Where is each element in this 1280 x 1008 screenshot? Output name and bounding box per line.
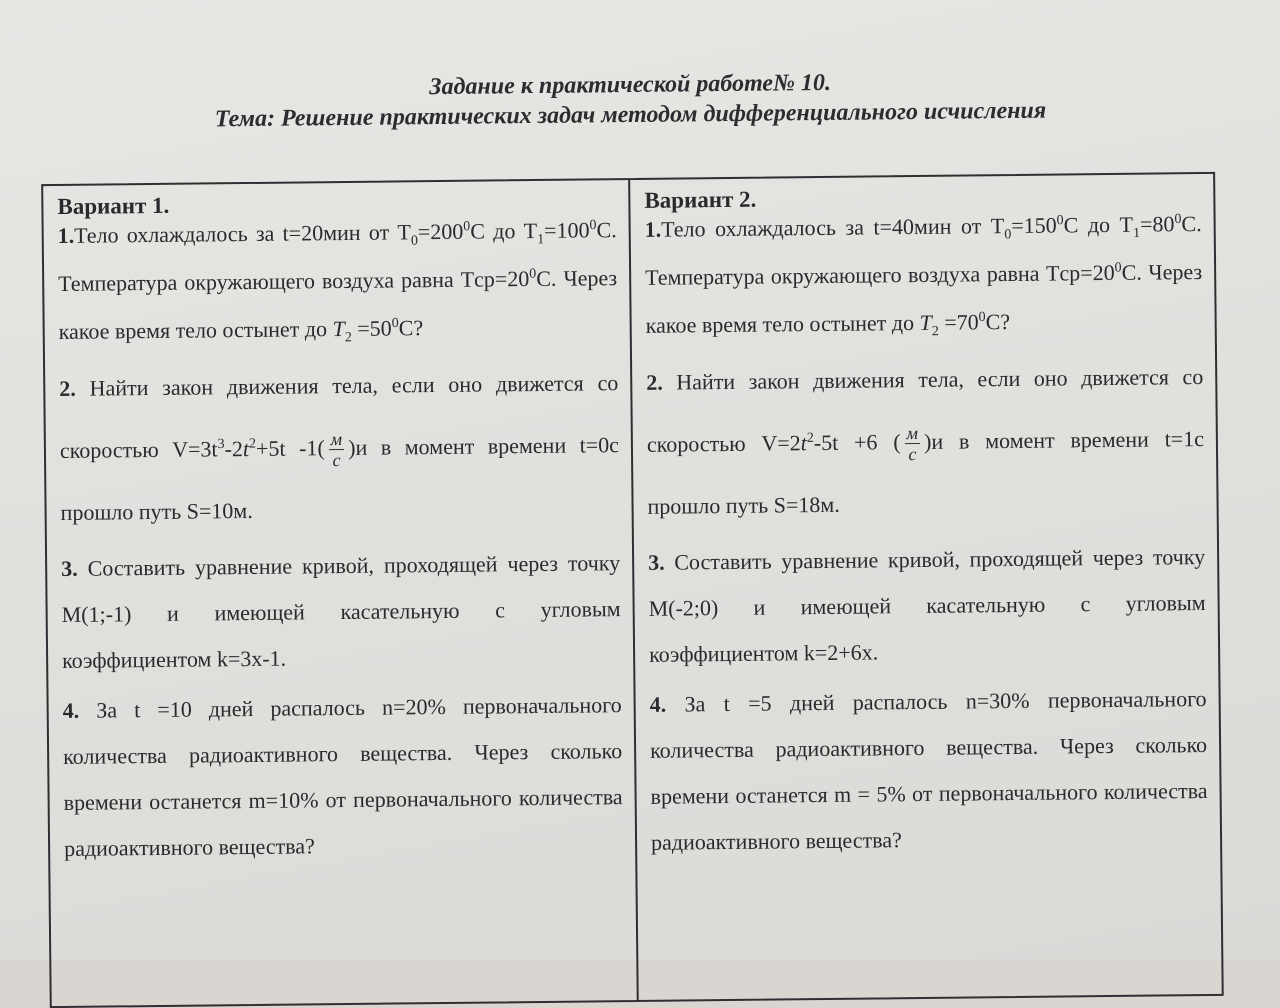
variant-2-task-3: 3. Составить уравнение кривой, проходящей через точку М(-2;0) и имеющей касательную с угловым коэффициентом k=2+6x. [648,544,1206,667]
variant-2-column [628,174,1222,1000]
unit-fraction: $\frac{м}{с}$ [904,423,920,464]
task-number: 2. [646,369,663,395]
task-number: 1. [644,216,662,242]
variant-1-title: Вариант 1. [57,192,170,220]
variant-2-title: Вариант 2. [644,186,757,213]
task-number: 4. [62,697,80,723]
variant-2-task-4: 4. За t =5 дней распалось n=30% первоначального количества радиоактивного вещества. Через сколько времени останется m = 5% от первоначального количества радиоактивного вещества? [649,685,1208,855]
document-heading [40,64,1221,136]
variant-1-task-4: 4. За t =10 дней распалось n=20% первоначального количества радиоактивного вещества. Через сколько времени останется m=10% от первоначального количества радиоактивного вещества? [62,692,623,861]
task-number: 4. [649,691,667,717]
variant-2-task-1: 1.Тело охлаждалось за t=40мин от $T_0=150^0С$ до $T_1=80^0С$. Температура окружающего воздуха равна $Tср=20^0С$. Через какое время тело остынет до $T_2 =70^0С$? [644,211,1203,340]
task-number: 3. [648,549,665,575]
variant-1-column [43,180,637,1006]
document-page [40,64,1229,976]
task-number: 2. [59,375,76,401]
variant-1-task-2: 2. Найти закон движения тела, если оно движется со скоростью $V=3t^3-2t^2+5t$ -1( $\frac{м}{с}$ )и в момент времени t=0с прошло путь S=10м. [59,370,620,525]
task-number: 1. [57,222,75,249]
variant-1-task-1: 1.Тело охлаждалось за t=20мин от $T_0=200^0С$ до $T_1=100^0С$. Температура окружающего воздуха равна $Tср=20^0С$. Через какое время тело остынет до $T_2 =50^0С$? [57,217,618,346]
heading-assignment: Задание к практической работе№ 10. [429,69,832,101]
unit-fraction: $\frac{м}{с}$ [329,429,345,470]
variant-2-task-2: 2. Найти закон движения тела, если оно движется со скоростью $V=2t^2-5t +6$ ( $\frac{м}{с}$ )и в момент времени t=1с прошло путь S=18м. [646,364,1205,519]
task-number: 3. [61,555,78,581]
variant-1-task-3: 3. Составить уравнение кривой, проходящей через точку М(1;-1) и имеющей касательную с угловым коэффициентом k=3x-1. [61,550,621,673]
heading-topic: Тема: Решение практических задач методом дифференциального исчисления [214,97,1047,133]
variants-table [41,172,1224,1008]
